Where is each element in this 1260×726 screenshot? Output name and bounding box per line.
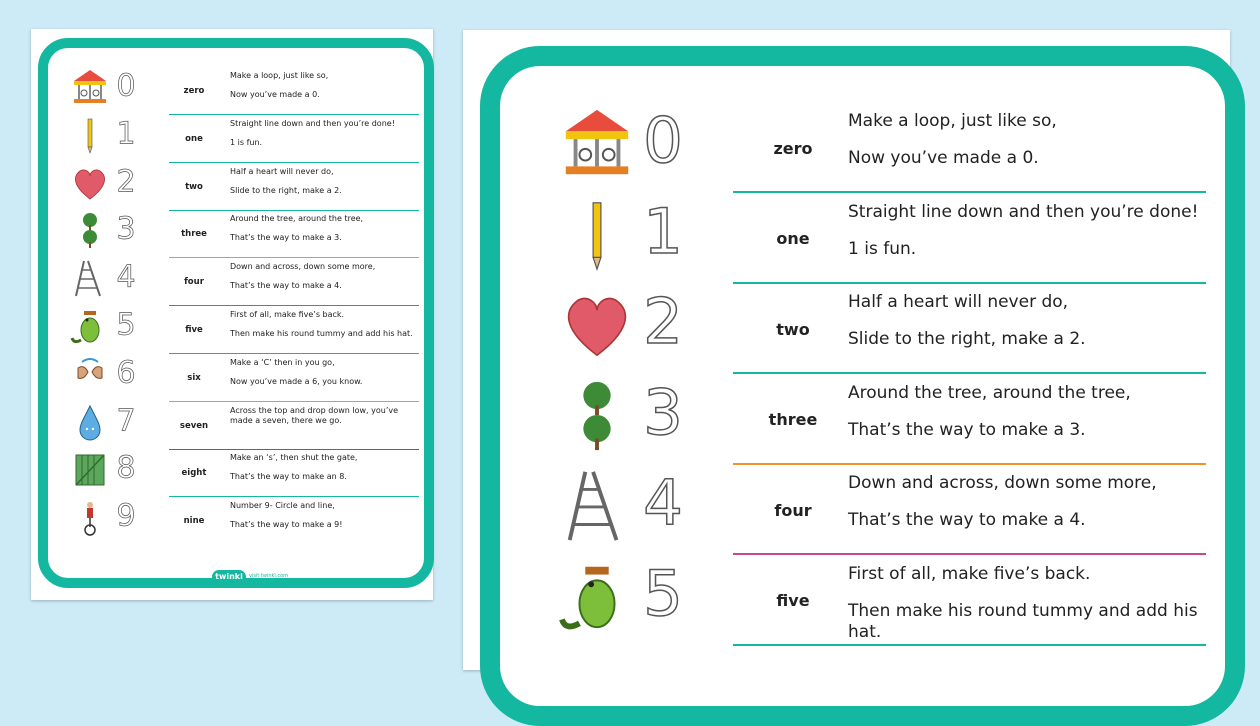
raindrop-icon — [70, 402, 110, 446]
number-rhyme — [230, 262, 420, 300]
number-word: four — [184, 277, 204, 288]
number-art — [70, 306, 150, 354]
heart-icon — [70, 163, 110, 207]
digit-one — [638, 194, 688, 268]
svg-text:9: 9 — [116, 498, 136, 532]
number-row-two — [558, 284, 1208, 374]
pencil-icon — [70, 115, 110, 159]
number-rhyme — [848, 292, 1208, 366]
number-row-four — [70, 258, 390, 306]
digit-eight — [114, 449, 138, 487]
number-row-one — [70, 115, 395, 163]
rhyme-line-2: Slide to the right, make a 2. — [848, 329, 1086, 349]
number-word: zero — [183, 86, 205, 96]
rhyme-line-2: That’s the way to make an 8. — [230, 472, 347, 482]
digit-four — [114, 258, 138, 296]
digit-six — [114, 354, 138, 392]
rhyme-line-1: Make a loop, just like so, — [230, 71, 329, 80]
rhyme-line-1: Around the tree, around the tree, — [230, 214, 364, 224]
number-rhyme — [230, 406, 420, 435]
number-rhyme — [230, 358, 420, 396]
number-art — [70, 354, 150, 402]
number-rhyme — [230, 501, 420, 539]
digit-zero — [638, 103, 688, 177]
crocodile-icon — [70, 306, 110, 350]
number-rhyme — [230, 119, 420, 157]
number-word: six — [187, 372, 201, 383]
ladder-icon — [70, 258, 110, 302]
number-row-five — [70, 306, 413, 354]
svg-text:5: 5 — [643, 556, 683, 626]
number-row-one — [558, 194, 1208, 284]
rhyme-line-2: That’s the way to make a 4. — [848, 510, 1086, 530]
pencil-icon — [558, 194, 636, 278]
rhyme-line-1: Straight line down and then you’re done! — [230, 118, 395, 128]
number-rhyme — [230, 310, 420, 348]
number-art — [558, 556, 698, 646]
svg-text:8: 8 — [116, 450, 136, 484]
digit-five — [114, 306, 138, 344]
number-row-seven — [70, 402, 399, 450]
rhyme-line-1: Down and across, down some more, — [230, 262, 376, 272]
digit-seven — [114, 402, 138, 440]
rhyme-line-2: Now you’ve made a 0. — [848, 148, 1039, 168]
digit-four — [638, 465, 688, 539]
number-row-four — [558, 465, 1208, 555]
number-art — [558, 465, 698, 555]
number-word: nine — [183, 516, 205, 527]
digit-nine — [114, 497, 138, 535]
number-rhyme — [848, 473, 1208, 547]
svg-text:3: 3 — [116, 211, 136, 245]
unicycle-icon — [70, 497, 110, 541]
number-row-nine — [70, 497, 390, 545]
number-word: eight — [181, 468, 207, 479]
digit-five — [638, 556, 688, 630]
rhyme-line-1: Around the tree, around the tree, — [848, 382, 1131, 403]
large-poster-frame — [480, 46, 1245, 726]
rhyme-line-2: Now you’ve made a 0. — [230, 90, 320, 99]
rhyme-line-2: That’s the way to make a 4. — [230, 281, 342, 291]
number-art — [558, 284, 698, 374]
number-word: two — [185, 181, 203, 192]
number-row-six — [70, 354, 390, 402]
rhyme-line-1: Half a heart will never do, — [848, 292, 1069, 312]
svg-text:2: 2 — [643, 284, 683, 354]
number-art — [558, 375, 698, 465]
small-poster-frame — [38, 38, 434, 588]
number-rhyme — [230, 214, 420, 252]
number-row-three — [558, 375, 1208, 465]
rhyme-line-1: First of all, make five’s back. — [230, 310, 345, 319]
number-word: five — [185, 325, 203, 335]
digit-one — [114, 115, 138, 153]
svg-text:2: 2 — [116, 163, 136, 197]
svg-text:7: 7 — [116, 402, 136, 436]
number-art — [70, 449, 150, 497]
svg-text:4: 4 — [643, 465, 683, 535]
small-poster-preview — [31, 29, 433, 600]
svg-text:0: 0 — [116, 68, 136, 101]
rhyme-line-2: Slide to the right, make a 2. — [230, 185, 342, 195]
number-rhyme — [848, 202, 1208, 276]
digit-zero — [114, 67, 138, 105]
svg-text:1: 1 — [643, 194, 683, 264]
rhyme-line-2: Then make his round tummy and add his hat. — [848, 600, 1198, 642]
carousel-icon — [70, 67, 110, 111]
twinkl-url: visit twinkl.com — [249, 573, 289, 579]
rhyme-line-2: 1 is fun. — [848, 238, 917, 259]
heart-icon — [558, 284, 636, 368]
svg-text:5: 5 — [116, 307, 136, 340]
tree-icon — [70, 210, 110, 254]
rhyme-line-1: Straight line down and then you’re done! — [848, 201, 1199, 222]
number-art — [70, 115, 150, 163]
number-rhyme — [230, 167, 420, 205]
svg-text:6: 6 — [116, 355, 136, 388]
rhyme-line-2: Then make his round tummy and add his hat. — [230, 329, 413, 338]
number-word: three — [768, 410, 818, 429]
digit-three — [638, 375, 688, 449]
number-word: two — [776, 319, 810, 339]
number-art — [70, 497, 150, 545]
rhyme-line-1: Make an ‘s’, then shut the gate, — [230, 453, 358, 463]
number-word: three — [181, 229, 207, 240]
rhyme-line-2: 1 is fun. — [230, 137, 263, 147]
gate-icon — [70, 449, 110, 493]
number-row-three — [70, 210, 390, 258]
svg-text:0: 0 — [643, 103, 683, 173]
number-word: one — [776, 229, 810, 248]
rhyme-line-1: Across the top and drop down low, you’ve made a seven, there we go. — [230, 405, 399, 425]
crocodile-icon — [558, 556, 636, 640]
rhyme-line-1: First of all, make five’s back. — [848, 563, 1091, 584]
rhyme-line-1: Half a heart will never do, — [230, 166, 334, 176]
number-row-eight — [70, 449, 390, 497]
number-art — [70, 402, 150, 450]
number-art — [70, 258, 150, 306]
digit-three — [114, 210, 138, 248]
twinkl-logo: twinkl — [212, 570, 246, 584]
number-word: zero — [773, 138, 813, 158]
number-row-two — [70, 163, 390, 211]
number-rhyme — [848, 111, 1208, 185]
rhyme-line-1: Make a loop, just like so, — [848, 111, 1057, 131]
rhyme-line-2: That’s the way to make a 3. — [230, 233, 342, 243]
number-word: five — [776, 591, 810, 610]
rhyme-line-1: Down and across, down some more, — [848, 473, 1157, 493]
digit-two — [638, 284, 688, 358]
number-art — [70, 163, 150, 211]
tree-icon — [558, 375, 636, 459]
svg-text:1: 1 — [116, 116, 136, 149]
number-rhyme — [848, 383, 1208, 457]
rhyme-line-1: Make a ‘C’ then in you go, — [230, 357, 335, 367]
number-row-zero — [70, 67, 390, 115]
hands-icon — [70, 354, 110, 398]
number-rhyme — [230, 453, 420, 491]
carousel-icon — [558, 103, 636, 187]
number-row-zero — [558, 103, 1208, 193]
large-poster-preview — [463, 30, 1230, 670]
number-art — [558, 194, 698, 284]
svg-text:4: 4 — [116, 259, 136, 293]
number-word: four — [774, 500, 812, 520]
row-separator — [733, 644, 1206, 646]
rhyme-line-1: Number 9- Circle and line, — [230, 501, 335, 511]
number-row-five — [558, 556, 1208, 646]
digit-two — [114, 163, 138, 201]
number-art — [70, 210, 150, 258]
number-art — [70, 67, 150, 115]
number-art — [558, 103, 698, 193]
number-word: seven — [179, 420, 209, 431]
svg-text:3: 3 — [643, 375, 683, 445]
rhyme-line-2: Now you’ve made a 6, you know. — [230, 376, 363, 386]
number-word: one — [185, 133, 203, 144]
ladder-icon — [558, 465, 636, 549]
rhyme-line-2: That’s the way to make a 3. — [848, 419, 1086, 440]
number-rhyme — [230, 71, 420, 109]
rhyme-line-2: That’s the way to make a 9! — [230, 520, 343, 530]
